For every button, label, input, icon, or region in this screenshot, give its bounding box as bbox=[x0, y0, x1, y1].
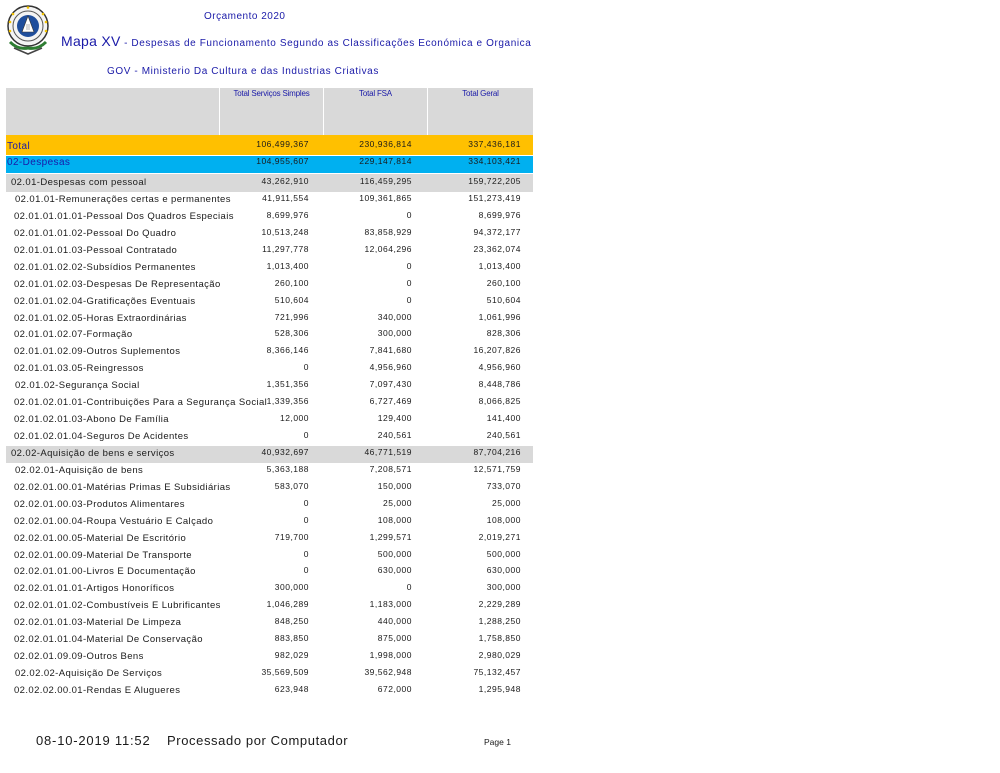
cell-fsa: 108,000 bbox=[377, 514, 412, 525]
cell-total: 630,000 bbox=[486, 565, 521, 576]
cell-total: 8,699,976 bbox=[478, 209, 521, 220]
cell-simple-services: 721,996 bbox=[274, 311, 309, 322]
coat-of-arms-logo bbox=[4, 4, 52, 58]
cell-simple-services: 0 bbox=[303, 514, 309, 525]
cell-simple-services: 982,029 bbox=[274, 650, 309, 661]
column-header-simple-services: Total Serviços Simples bbox=[233, 89, 310, 98]
cell-fsa: 0 bbox=[406, 260, 412, 271]
cell-simple-services: 43,262,910 bbox=[261, 176, 309, 186]
cell-fsa: 7,097,430 bbox=[369, 379, 412, 390]
cell-simple-services: 0 bbox=[303, 497, 309, 508]
cell-total: 733,070 bbox=[486, 480, 521, 491]
cell-fsa: 1,998,000 bbox=[369, 650, 412, 661]
cell-total: 94,372,177 bbox=[473, 226, 521, 237]
cell-fsa: 500,000 bbox=[377, 548, 412, 559]
cell-simple-services: 719,700 bbox=[274, 531, 309, 542]
row-label: 02-Despesas bbox=[7, 157, 71, 168]
cell-fsa: 300,000 bbox=[377, 328, 412, 339]
cell-fsa: 109,361,865 bbox=[359, 193, 412, 203]
row-label: 02.02.01.00.01-Matérias Primas E Subsidiárias bbox=[14, 481, 231, 493]
budget-title: Orçamento 2020 bbox=[204, 11, 286, 22]
row-label: 02.01.01.02.05-Horas Extraordinárias bbox=[14, 312, 187, 324]
cell-total: 75,132,457 bbox=[473, 667, 521, 678]
footer-date: 08-10-2019 11:52 bbox=[36, 733, 151, 748]
row-label: 02.02.01.09.09-Outros Bens bbox=[14, 651, 144, 663]
cell-fsa: 6,727,469 bbox=[369, 396, 412, 407]
cell-fsa: 7,208,571 bbox=[369, 463, 412, 474]
row-label: Total bbox=[7, 141, 31, 152]
map-title bbox=[61, 33, 531, 49]
row-label: 02.02.01.00.04-Roupa Vestuário E Calçado bbox=[14, 515, 214, 527]
row-label: 02.01-Despesas com pessoal bbox=[11, 177, 147, 188]
cell-fsa: 39,562,948 bbox=[364, 667, 412, 678]
cell-simple-services: 1,339,356 bbox=[266, 396, 309, 407]
cell-simple-services: 1,046,289 bbox=[266, 599, 309, 610]
page-number: Page 1 bbox=[484, 737, 511, 747]
row-label: 02.01.01.02.03-Despesas De Representação bbox=[14, 278, 221, 290]
cell-simple-services: 0 bbox=[303, 548, 309, 559]
cell-simple-services: 528,306 bbox=[274, 328, 309, 339]
cell-fsa: 440,000 bbox=[377, 616, 412, 627]
cell-simple-services: 5,363,188 bbox=[266, 463, 309, 474]
cell-total: 108,000 bbox=[486, 514, 521, 525]
cell-simple-services: 10,513,248 bbox=[261, 226, 309, 237]
cell-total: 16,207,826 bbox=[473, 345, 521, 356]
row-label: 02.01.02-Segurança Social bbox=[15, 380, 140, 392]
map-description: Despesas de Funcionamento Segundo as Classificações Económica e Organica bbox=[131, 38, 532, 49]
cell-total: 151,273,419 bbox=[468, 193, 521, 203]
row-label: 02.02.01.01.03-Material De Limpeza bbox=[14, 617, 182, 629]
cell-total: 159,722,205 bbox=[468, 176, 521, 186]
cell-simple-services: 41,911,554 bbox=[262, 193, 309, 203]
cell-fsa: 230,936,814 bbox=[359, 139, 412, 149]
row-label: 02.02.01.00.03-Produtos Alimentares bbox=[14, 498, 185, 510]
cell-fsa: 340,000 bbox=[377, 311, 412, 322]
cell-fsa: 7,841,680 bbox=[369, 345, 412, 356]
cell-total: 334,103,421 bbox=[468, 156, 521, 166]
cell-total: 828,306 bbox=[486, 328, 521, 339]
cell-simple-services: 0 bbox=[303, 362, 309, 373]
cell-fsa: 0 bbox=[406, 294, 412, 305]
cell-total: 4,956,960 bbox=[478, 362, 521, 373]
column-header-fsa: Total FSA bbox=[359, 89, 392, 98]
cell-total: 260,100 bbox=[486, 277, 521, 288]
cell-fsa: 240,561 bbox=[377, 430, 412, 441]
row-label: 02.01.01.02.07-Formação bbox=[14, 329, 133, 341]
cell-total: 2,229,289 bbox=[478, 599, 521, 610]
row-label: 02.02-Aquisição de bens e serviços bbox=[11, 447, 175, 459]
row-label: 02.01.02.01.01-Contribuições Para a Segurança Social bbox=[14, 397, 268, 409]
row-label: 02.01.01-Remunerações certas e permanentes bbox=[15, 194, 231, 205]
cell-simple-services: 583,070 bbox=[274, 480, 309, 491]
cell-simple-services: 11,297,778 bbox=[262, 243, 309, 254]
cell-simple-services: 260,100 bbox=[274, 277, 309, 288]
cell-fsa: 4,956,960 bbox=[369, 362, 412, 373]
cell-total: 1,013,400 bbox=[478, 260, 521, 271]
row-label: 02.02.01.01.02-Combustíveis E Lubrificantes bbox=[14, 600, 221, 612]
row-label: 02.01.01.02.04-Gratificações Eventuais bbox=[14, 295, 196, 307]
cell-fsa: 46,771,519 bbox=[364, 446, 412, 457]
cell-fsa: 129,400 bbox=[377, 413, 412, 424]
cell-total: 1,295,948 bbox=[478, 683, 521, 694]
cell-simple-services: 40,932,697 bbox=[261, 446, 309, 457]
row-label: 02.01.01.01.03-Pessoal Contratado bbox=[14, 244, 178, 256]
cell-simple-services: 8,699,976 bbox=[266, 209, 309, 220]
ministry-title: GOV - Ministerio Da Cultura e das Industrias Criativas bbox=[107, 66, 379, 77]
row-label: 02.02.02-Aquisição De Serviços bbox=[15, 668, 163, 680]
cell-simple-services: 104,955,607 bbox=[256, 156, 309, 166]
cell-fsa: 875,000 bbox=[377, 633, 412, 644]
cell-total: 141,400 bbox=[486, 413, 521, 424]
cell-simple-services: 623,948 bbox=[274, 683, 309, 694]
cell-simple-services: 0 bbox=[303, 430, 309, 441]
row-label: 02.02.01.01.01-Artigos Honoríficos bbox=[14, 583, 175, 595]
cell-total: 12,571,759 bbox=[473, 463, 521, 474]
cell-fsa: 229,147,814 bbox=[359, 156, 412, 166]
cell-total: 23,362,074 bbox=[473, 243, 521, 254]
cell-fsa: 83,858,929 bbox=[364, 226, 412, 237]
cell-fsa: 672,000 bbox=[377, 683, 412, 694]
map-dash: - bbox=[120, 38, 132, 49]
row-label: 02.02.02.00.01-Rendas E Alugueres bbox=[14, 684, 181, 696]
cell-fsa: 25,000 bbox=[383, 497, 412, 508]
cell-total: 8,448,786 bbox=[478, 379, 521, 390]
cell-simple-services: 35,569,509 bbox=[261, 667, 309, 678]
cell-total: 87,704,216 bbox=[473, 446, 521, 457]
footer-processed: Processado por Computador bbox=[167, 733, 349, 748]
cell-simple-services: 848,250 bbox=[274, 616, 309, 627]
cell-fsa: 1,299,571 bbox=[369, 531, 412, 542]
cell-fsa: 150,000 bbox=[377, 480, 412, 491]
row-label: 02.02.01.00.05-Material De Escritório bbox=[14, 532, 187, 544]
cell-fsa: 0 bbox=[406, 209, 412, 220]
cell-total: 25,000 bbox=[492, 497, 521, 508]
cell-simple-services: 12,000 bbox=[280, 413, 309, 424]
cell-simple-services: 106,499,367 bbox=[256, 139, 309, 149]
cell-total: 500,000 bbox=[486, 548, 521, 559]
cell-fsa: 630,000 bbox=[377, 565, 412, 576]
cell-simple-services: 0 bbox=[303, 565, 309, 576]
cell-total: 2,019,271 bbox=[478, 531, 521, 542]
row-label: 02.01.01.01.01-Pessoal Dos Quadros Especiais bbox=[14, 210, 234, 222]
cell-total: 1,758,850 bbox=[478, 633, 521, 644]
row-label: 02.01.01.01.02-Pessoal Do Quadro bbox=[14, 227, 177, 239]
row-label: 02.02.01.01.00-Livros E Documentação bbox=[14, 566, 196, 578]
cell-fsa: 0 bbox=[406, 277, 412, 288]
cell-simple-services: 510,604 bbox=[274, 294, 309, 305]
row-label: 02.01.01.02.09-Outros Suplementos bbox=[14, 346, 181, 358]
row-label: 02.01.01.03.05-Reingressos bbox=[14, 363, 144, 375]
cell-total: 1,288,250 bbox=[478, 616, 521, 627]
cell-total: 337,436,181 bbox=[468, 139, 521, 149]
map-number: Mapa XV bbox=[61, 33, 121, 49]
cell-total: 300,000 bbox=[486, 582, 521, 593]
row-label: 02.02.01.00.09-Material De Transporte bbox=[14, 549, 192, 561]
cell-fsa: 116,459,295 bbox=[359, 176, 412, 186]
cell-simple-services: 1,351,356 bbox=[266, 379, 309, 390]
cell-simple-services: 8,366,146 bbox=[266, 345, 309, 356]
cell-simple-services: 883,850 bbox=[274, 633, 309, 644]
cell-fsa: 0 bbox=[406, 582, 412, 593]
cell-fsa: 1,183,000 bbox=[369, 599, 412, 610]
row-label: 02.02.01.01.04-Material De Conservação bbox=[14, 634, 203, 646]
cell-total: 1,061,996 bbox=[478, 311, 521, 322]
cell-simple-services: 1,013,400 bbox=[266, 260, 309, 271]
cell-total: 240,561 bbox=[486, 430, 521, 441]
row-label: 02.01.02.01.03-Abono De Família bbox=[14, 414, 169, 426]
row-label: 02.02.01-Aquisição de bens bbox=[15, 464, 144, 476]
row-label: 02.01.01.02.02-Subsídios Permanentes bbox=[14, 261, 196, 273]
cell-total: 8,066,825 bbox=[478, 396, 521, 407]
cell-simple-services: 300,000 bbox=[274, 582, 309, 593]
cell-total: 2,980,029 bbox=[478, 650, 521, 661]
cell-fsa: 12,064,296 bbox=[364, 243, 412, 254]
row-label: 02.01.02.01.04-Seguros De Acidentes bbox=[14, 431, 189, 443]
column-header-total: Total Geral bbox=[462, 89, 499, 98]
cell-total: 510,604 bbox=[486, 294, 521, 305]
